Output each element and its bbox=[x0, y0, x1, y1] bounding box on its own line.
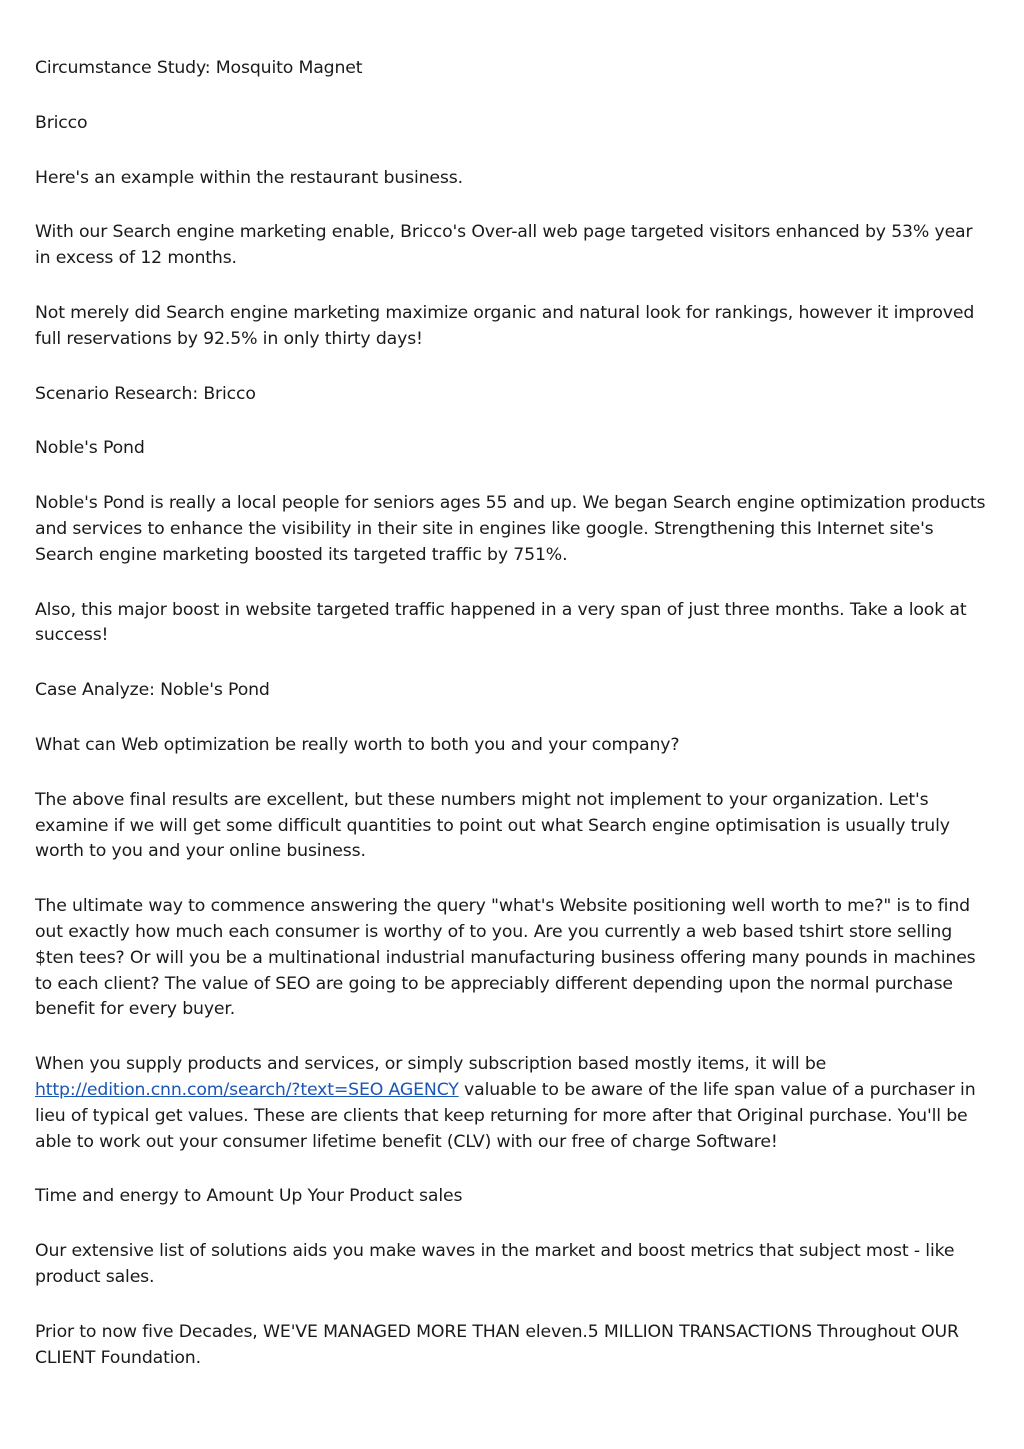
document-body bbox=[35, 56, 993, 1400]
paragraph-nobles-pond-case: Case Analyze: Noble's Pond bbox=[35, 680, 270, 701]
paragraph-results-examine: The above final results are excellent, but these numbers might not implement to your organization. Let's examine if we will get some difficult quantities to point out what Search engine optimisation is usually truly worth to you and your online business. bbox=[35, 789, 950, 862]
paragraph-restaurant-example: Here's an example within the restaurant business. bbox=[35, 167, 463, 188]
paragraph-seo-worth-question: What can Web optimization be really worth to both you and your company? bbox=[35, 734, 680, 755]
paragraph-case-study-title: Circumstance Study: Mosquito Magnet bbox=[35, 58, 363, 78]
paragraph-solutions-list: Our extensive list of solutions aids you make waves in the market and boost metrics that subject most - like product sales. bbox=[35, 1241, 955, 1287]
paragraph-bricco-heading: Bricco bbox=[35, 112, 88, 133]
paragraph-customer-worth: The ultimate way to commence answering the query "what's Website positioning well worth to me?" is to find out exactly how much each consumer is worthy of to you. Are you currently a web based tshirt store selling $ten tees? Or will you be a multinational industrial manufacturing business offering many pounds in machines to each client? The value of SEO are going to be appreciably different depending upon the normal purchase benefit for every buyer. bbox=[35, 896, 976, 1020]
paragraph-bricco-traffic: With our Search engine marketing enable, Bricco's Over-all web page targeted visitors enhanced by 53% year in excess of 12 months. bbox=[35, 222, 973, 269]
paragraph-bricco-scenario: Scenario Research: Bricco bbox=[35, 383, 256, 404]
paragraph-nobles-pond-description: Noble's Pond is really a local people for seniors ages 55 and up. We began Search engine optimization products and services to enhance the visibility in their site in engines like google. Strengthening this Internet site's Search engine marketing boosted its targeted traffic by 751%. bbox=[35, 493, 986, 565]
paragraph-nobles-pond-boost: Also, this major boost in website targeted traffic happened in a very span of just three months. Take a look at success! bbox=[35, 599, 967, 646]
paragraph-nobles-pond-heading: Noble's Pond bbox=[35, 438, 145, 459]
cnn-search-link[interactable]: http://edition.cnn.com/search/?text=SEO AGENCY bbox=[35, 1079, 459, 1100]
lifetime-value-text-before: When you supply products and services, or simply subscription based mostly items, it will be bbox=[35, 1054, 827, 1075]
paragraph-level-up-sales: Time and energy to Amount Up Your Product sales bbox=[35, 1186, 463, 1207]
paragraph-bricco-reservations: Not merely did Search engine marketing maximize organic and natural look for rankings, however it improved full reservations by 92.5% in only thirty days! bbox=[35, 302, 975, 349]
lifetime-value-text-after: valuable to be aware of the life span value of a purchaser in lieu of typical get values. These are clients that keep returning for more after that Original purchase. You'll be able to work out your consumer lifetime benefit (CLV) with our free of charge Software! bbox=[35, 1079, 976, 1152]
paragraph-lifetime-value bbox=[35, 1052, 993, 1155]
paragraph-transactions: Prior to now five Decades, WE'VE MANAGED MORE THAN eleven.5 MILLION TRANSACTIONS Throughout OUR CLIENT Foundation. bbox=[35, 1321, 959, 1368]
